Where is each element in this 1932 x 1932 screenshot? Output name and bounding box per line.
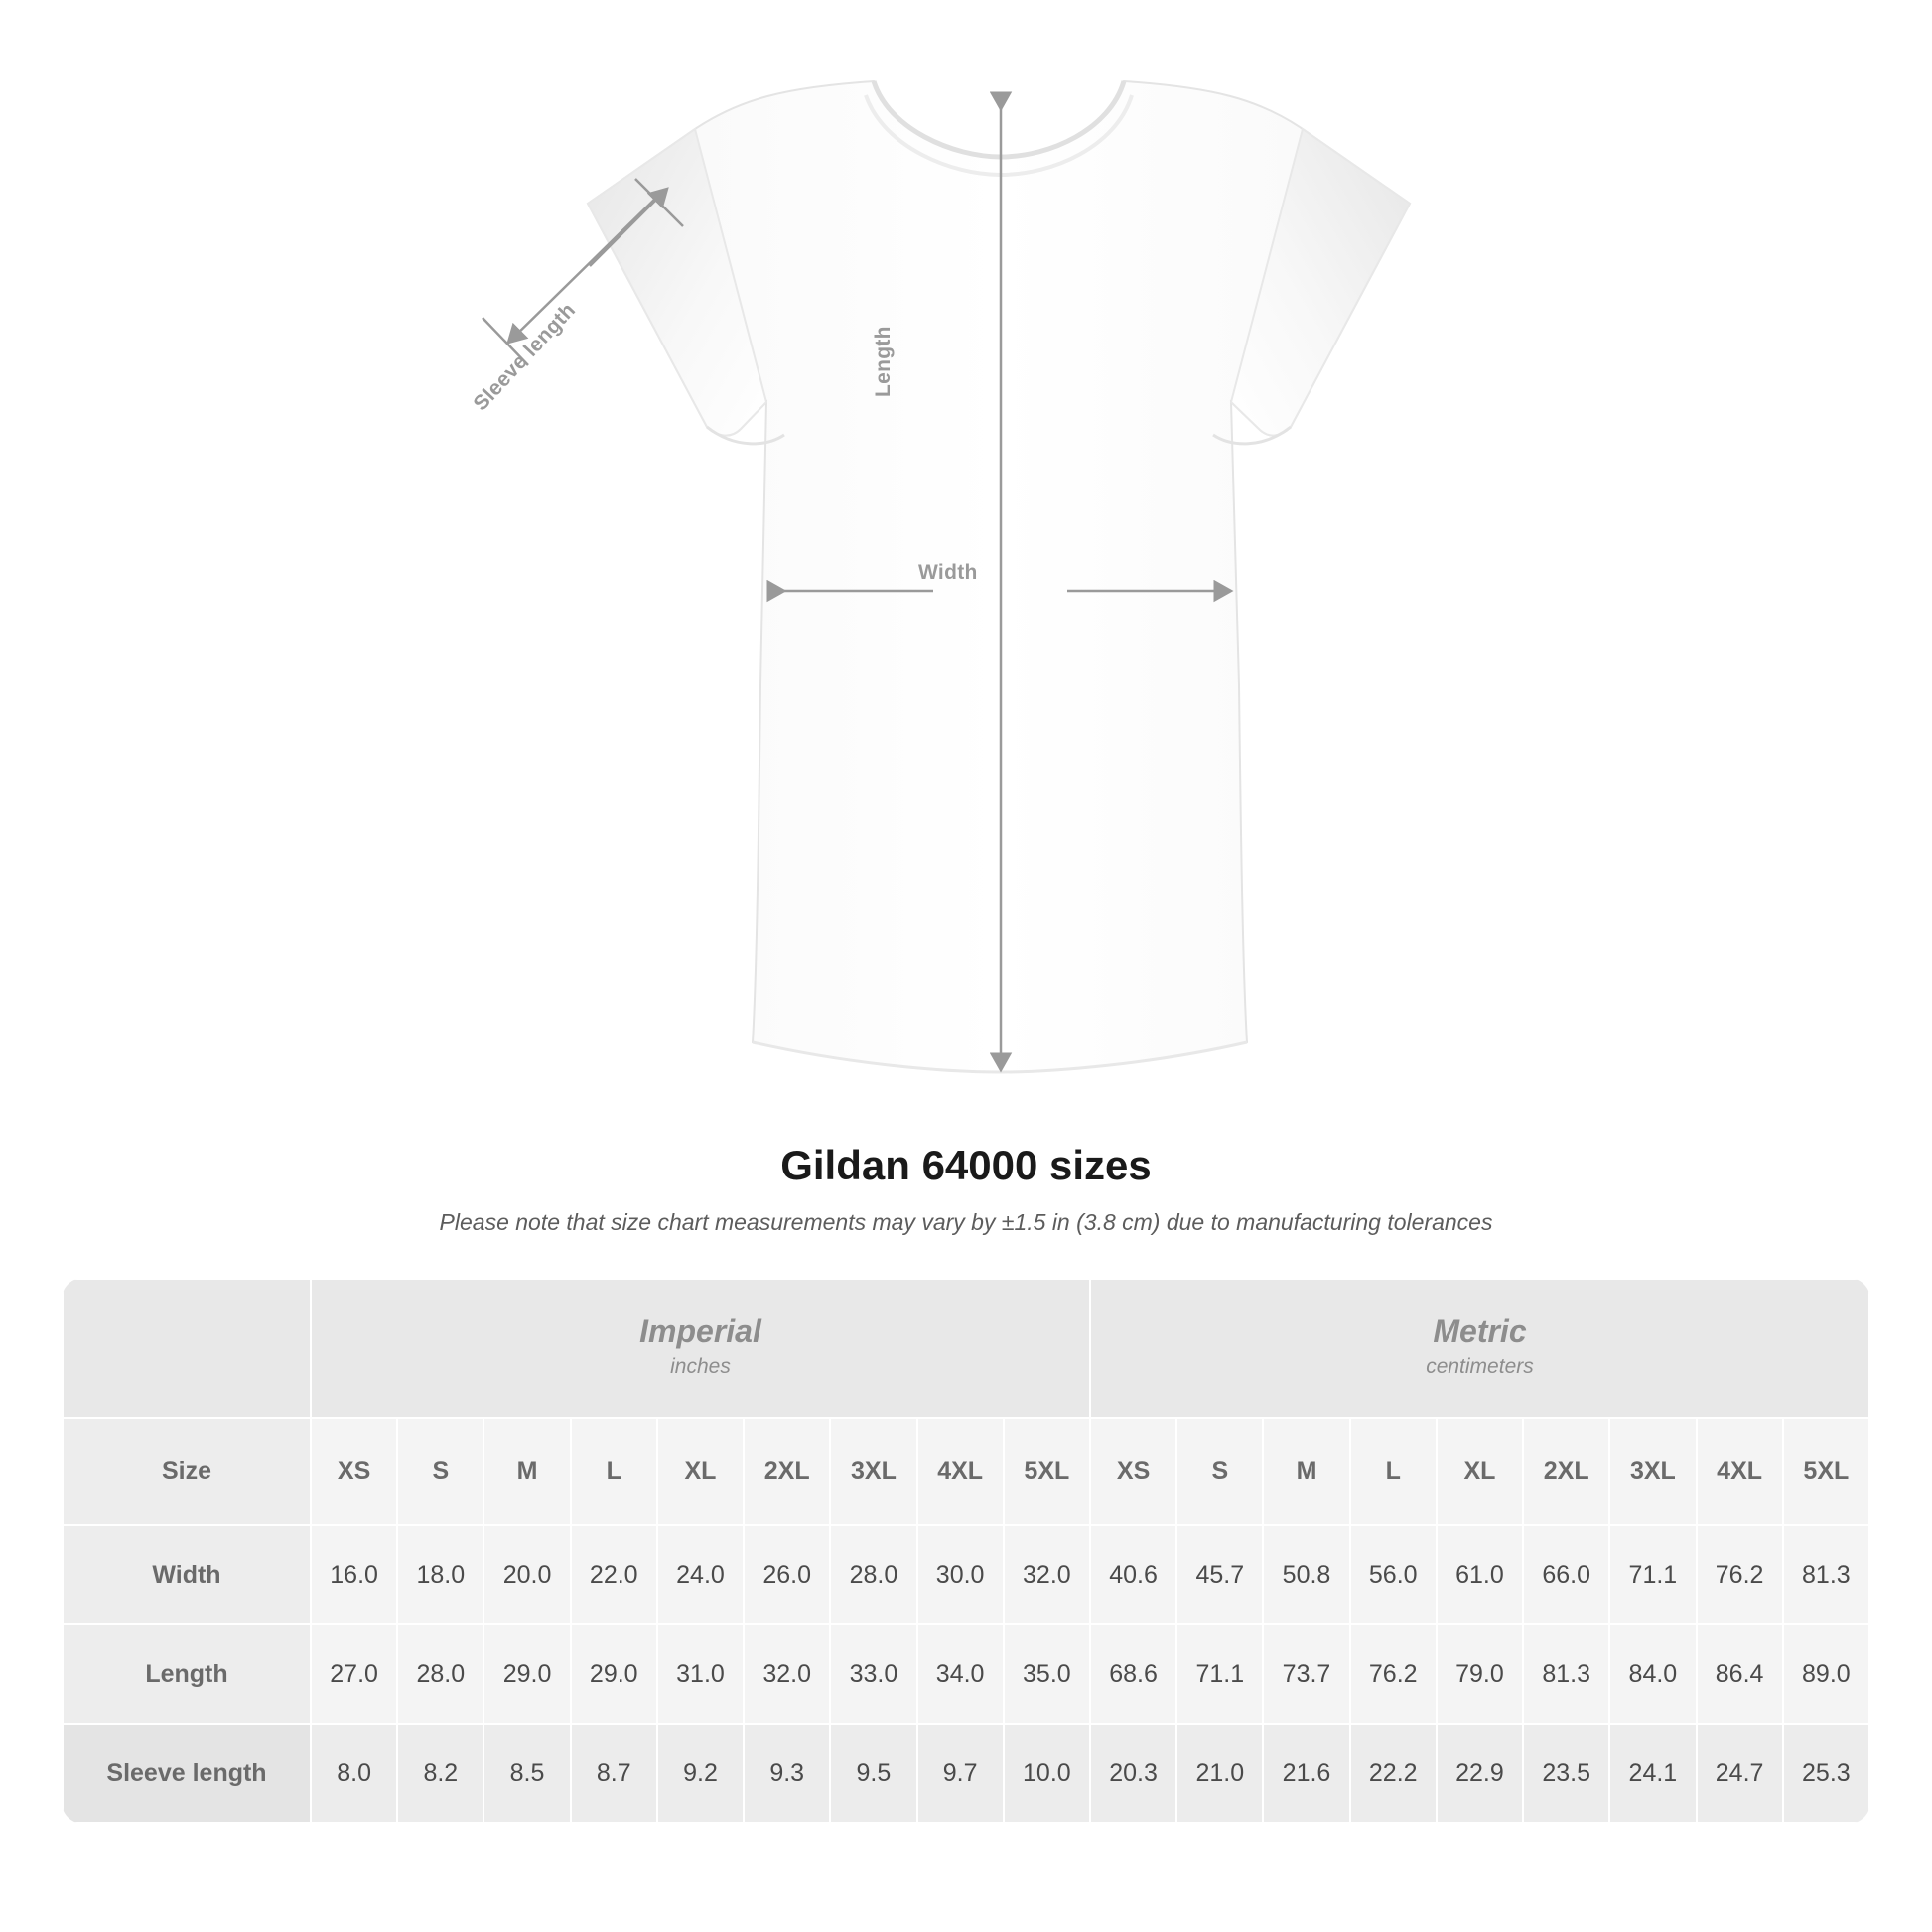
cell-width-imperial-xs: 16.0: [311, 1525, 397, 1624]
system-unit-metric: centimeters: [1426, 1354, 1534, 1378]
size-col-imperial-l: L: [571, 1418, 657, 1525]
cell-width-imperial-5xl: 32.0: [1004, 1525, 1090, 1624]
size-col-metric-m: M: [1263, 1418, 1349, 1525]
cell-sleeve-imperial-xl: 9.2: [657, 1724, 744, 1823]
cell-sleeve-metric-xl: 22.9: [1437, 1724, 1523, 1823]
cell-sleeve-metric-s: 21.0: [1176, 1724, 1263, 1823]
system-header-spacer: [63, 1279, 311, 1418]
size-header-row: [63, 1418, 1869, 1525]
size-col-metric-s: S: [1176, 1418, 1263, 1525]
cell-length-metric-xl: 79.0: [1437, 1624, 1523, 1724]
cell-length-imperial-l: 29.0: [571, 1624, 657, 1724]
cell-width-metric-4xl: 76.2: [1697, 1525, 1783, 1624]
cell-sleeve-imperial-l: 8.7: [571, 1724, 657, 1823]
cell-sleeve-metric-xs: 20.3: [1090, 1724, 1176, 1823]
page-title: Gildan 64000 sizes: [780, 1142, 1152, 1188]
cell-length-metric-2xl: 81.3: [1523, 1624, 1609, 1724]
title-block: [0, 1142, 1932, 1236]
cell-length-imperial-xl: 31.0: [657, 1624, 744, 1724]
cell-width-metric-xs: 40.6: [1090, 1525, 1176, 1624]
cell-sleeve-imperial-s: 8.2: [397, 1724, 483, 1823]
cell-sleeve-metric-m: 21.6: [1263, 1724, 1349, 1823]
cell-length-imperial-4xl: 34.0: [917, 1624, 1004, 1724]
table-row-sleeve-length: [63, 1724, 1869, 1823]
row-label-width: Width: [63, 1525, 311, 1624]
cell-width-imperial-xl: 24.0: [657, 1525, 744, 1624]
size-col-imperial-xs: XS: [311, 1418, 397, 1525]
cell-length-imperial-xs: 27.0: [311, 1624, 397, 1724]
cell-sleeve-imperial-5xl: 10.0: [1004, 1724, 1090, 1823]
cell-sleeve-metric-2xl: 23.5: [1523, 1724, 1609, 1823]
size-col-metric-l: L: [1350, 1418, 1437, 1525]
cell-width-imperial-s: 18.0: [397, 1525, 483, 1624]
cell-length-metric-4xl: 86.4: [1697, 1624, 1783, 1724]
cell-length-metric-5xl: 89.0: [1783, 1624, 1869, 1724]
cell-width-metric-s: 45.7: [1176, 1525, 1263, 1624]
system-header-metric: [1090, 1279, 1869, 1418]
cell-width-metric-5xl: 81.3: [1783, 1525, 1869, 1624]
cell-length-metric-m: 73.7: [1263, 1624, 1349, 1724]
cell-sleeve-imperial-2xl: 9.3: [744, 1724, 830, 1823]
cell-length-imperial-m: 29.0: [483, 1624, 570, 1724]
system-name-metric: Metric: [1433, 1312, 1527, 1349]
cell-width-metric-m: 50.8: [1263, 1525, 1349, 1624]
cell-width-imperial-3xl: 28.0: [830, 1525, 916, 1624]
tshirt-shape: [588, 81, 1410, 1072]
size-header-label: Size: [63, 1418, 311, 1525]
cell-length-imperial-2xl: 32.0: [744, 1624, 830, 1724]
cell-length-metric-xs: 68.6: [1090, 1624, 1176, 1724]
size-col-imperial-4xl: 4XL: [917, 1418, 1004, 1525]
cell-width-imperial-2xl: 26.0: [744, 1525, 830, 1624]
size-col-metric-3xl: 3XL: [1609, 1418, 1696, 1525]
size-col-imperial-m: M: [483, 1418, 570, 1525]
row-label-length: Length: [63, 1624, 311, 1724]
cell-length-imperial-3xl: 33.0: [830, 1624, 916, 1724]
system-name-imperial: Imperial: [639, 1312, 761, 1349]
cell-sleeve-metric-5xl: 25.3: [1783, 1724, 1869, 1823]
size-col-imperial-xl: XL: [657, 1418, 744, 1525]
size-col-imperial-3xl: 3XL: [830, 1418, 916, 1525]
cell-width-metric-2xl: 66.0: [1523, 1525, 1609, 1624]
cell-sleeve-imperial-3xl: 9.5: [830, 1724, 916, 1823]
cell-sleeve-metric-4xl: 24.7: [1697, 1724, 1783, 1823]
size-col-metric-2xl: 2XL: [1523, 1418, 1609, 1525]
cell-width-imperial-m: 20.0: [483, 1525, 570, 1624]
sleeve-length-label: Sleeve length: [469, 298, 581, 416]
size-table-wrapper: [62, 1278, 1870, 1824]
cell-width-metric-3xl: 71.1: [1609, 1525, 1696, 1624]
size-col-imperial-s: S: [397, 1418, 483, 1525]
cell-width-metric-l: 56.0: [1350, 1525, 1437, 1624]
size-table: [62, 1278, 1870, 1824]
size-col-imperial-2xl: 2XL: [744, 1418, 830, 1525]
system-unit-imperial: inches: [670, 1354, 731, 1378]
table-row-width: [63, 1525, 1869, 1624]
cell-width-metric-xl: 61.0: [1437, 1525, 1523, 1624]
cell-length-imperial-5xl: 35.0: [1004, 1624, 1090, 1724]
cell-sleeve-imperial-4xl: 9.7: [917, 1724, 1004, 1823]
cell-sleeve-imperial-xs: 8.0: [311, 1724, 397, 1823]
width-label: Width: [918, 561, 978, 584]
cell-length-imperial-s: 28.0: [397, 1624, 483, 1724]
system-header-row: [63, 1279, 1869, 1418]
cell-width-imperial-4xl: 30.0: [917, 1525, 1004, 1624]
tolerance-note: Please note that size chart measurements may vary by ±1.5 in (3.8 cm) due to manufacturing tolerances: [439, 1209, 1493, 1235]
cell-sleeve-metric-3xl: 24.1: [1609, 1724, 1696, 1823]
size-col-metric-xs: XS: [1090, 1418, 1176, 1525]
size-col-metric-5xl: 5XL: [1783, 1418, 1869, 1525]
cell-sleeve-metric-l: 22.2: [1350, 1724, 1437, 1823]
system-header-imperial: [311, 1279, 1090, 1418]
row-label-sleeve-length: Sleeve length: [63, 1724, 311, 1823]
cell-sleeve-imperial-m: 8.5: [483, 1724, 570, 1823]
size-col-imperial-5xl: 5XL: [1004, 1418, 1090, 1525]
size-col-metric-xl: XL: [1437, 1418, 1523, 1525]
table-row-length: [63, 1624, 1869, 1724]
length-label: Length: [872, 326, 895, 397]
cell-width-imperial-l: 22.0: [571, 1525, 657, 1624]
size-col-metric-4xl: 4XL: [1697, 1418, 1783, 1525]
cell-length-metric-3xl: 84.0: [1609, 1624, 1696, 1724]
cell-length-metric-l: 76.2: [1350, 1624, 1437, 1724]
cell-length-metric-s: 71.1: [1176, 1624, 1263, 1724]
